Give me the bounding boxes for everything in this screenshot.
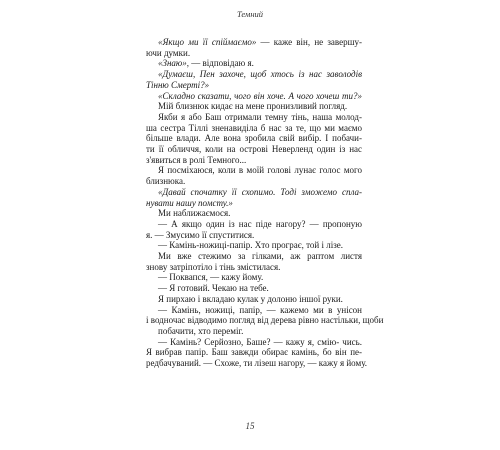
text-segment: ти її обличчя, коли на острові Неверленд один із нас (146, 144, 362, 155)
text-segment: Ми наближаємося. (158, 208, 231, 219)
text-line (146, 48, 362, 59)
text-segment: побачити, хто переміг. (158, 325, 244, 336)
text-line (146, 37, 362, 48)
text-segment: знову затріпотіло і тінь змістилася. (146, 261, 281, 272)
page-number: 15 (245, 421, 255, 431)
text-line (146, 91, 362, 102)
running-header: Темний (236, 9, 264, 19)
text-line (146, 230, 362, 241)
text-segment: — Камінь? Серйозно, Баше? — кажу я, смію- чись. (158, 336, 362, 347)
italic-text: «Думаєш, Пен захоче, щоб хтось із нас заволодів (158, 69, 362, 80)
text-line (146, 347, 362, 358)
body-text (146, 37, 384, 369)
italic-text: Тінню Смерті?» (146, 79, 210, 90)
text-segment: ша сестра Тіллі зненавиділа б нас за те, що ми маємо (146, 122, 362, 133)
text-line (146, 112, 362, 123)
text-line (146, 80, 362, 91)
text-line (146, 358, 368, 369)
text-segment: — Камінь, ножиці, папір, — кажемо ми в унісон (158, 304, 362, 315)
text-line (146, 123, 362, 134)
text-line (146, 58, 362, 69)
italic-text: «Знаю» (158, 58, 187, 69)
text-segment: редбачуваний. — Схоже, ти лізеш нагору, — кажу я йому. (146, 358, 368, 369)
text-segment: , — відповідаю я. (186, 58, 254, 69)
text-line (146, 283, 362, 294)
text-line (146, 219, 362, 230)
text-segment: Я вибрав папір. Баш завжди обирає камінь, бо він пе- (146, 347, 362, 358)
text-line (146, 165, 362, 176)
italic-text: «Складно сказати, чого він хоче. А чого хочеш ти?» (158, 90, 362, 101)
text-segment: близнюка. (146, 176, 186, 187)
text-line (146, 240, 362, 251)
text-line (146, 315, 384, 326)
text-line (146, 208, 362, 219)
text-line (146, 305, 362, 316)
text-segment: Мій близнюк кидає на мене пронизливий погляд. (158, 101, 348, 112)
text-line (146, 155, 362, 166)
text-line (146, 187, 362, 198)
text-segment: Я посміхаюся, коли в моїй голові лунає голос мого (158, 165, 362, 176)
text-segment: я. — Змусимо її спуститися. (146, 229, 255, 240)
text-line (146, 326, 362, 337)
text-segment: — А якщо один із нас піде нагору? — пропоную (158, 218, 362, 229)
text-line (146, 133, 362, 144)
text-segment: Я пирхаю і вкладаю кулак у долоню іншої руки. (158, 293, 343, 304)
text-line (146, 262, 362, 273)
text-line (146, 101, 362, 112)
text-segment: з'явиться в ролі Темного... (146, 154, 247, 165)
italic-text: нувати нашу помсту.» (146, 197, 233, 208)
text-segment: — каже він, не завершу- (256, 37, 363, 47)
text-segment: більше влади. Але вона зробила свій вибір. І побачи- (146, 133, 362, 144)
text-segment: Ми вже стежимо за гілками, аж раптом листя (158, 251, 362, 262)
text-line (146, 251, 362, 262)
text-line (146, 272, 362, 283)
text-line (146, 198, 362, 209)
text-line (146, 294, 362, 305)
text-segment: і водночас відводимо погляд від дерева рівно настільки, щоби (146, 315, 384, 326)
text-segment: — Камінь-ножиці-папір. Хто програє, той і лізе. (158, 240, 344, 251)
text-line (146, 337, 362, 348)
text-line (146, 176, 362, 187)
text-line (146, 144, 362, 155)
italic-text: «Давай спочатку її схопимо. Тоді зможемо спла- (158, 186, 362, 197)
text-segment: Якби я або Баш отримали темну тінь, наша молод- (158, 111, 362, 122)
italic-text: «Якщо ми її спіймаємо» (158, 37, 257, 47)
text-segment: — Я готовий. Чекаю на тебе. (158, 283, 269, 294)
text-segment: — Поквапся, — кажу йому. (158, 272, 264, 283)
text-line (146, 69, 362, 80)
text-segment: ючи думки. (146, 47, 191, 58)
